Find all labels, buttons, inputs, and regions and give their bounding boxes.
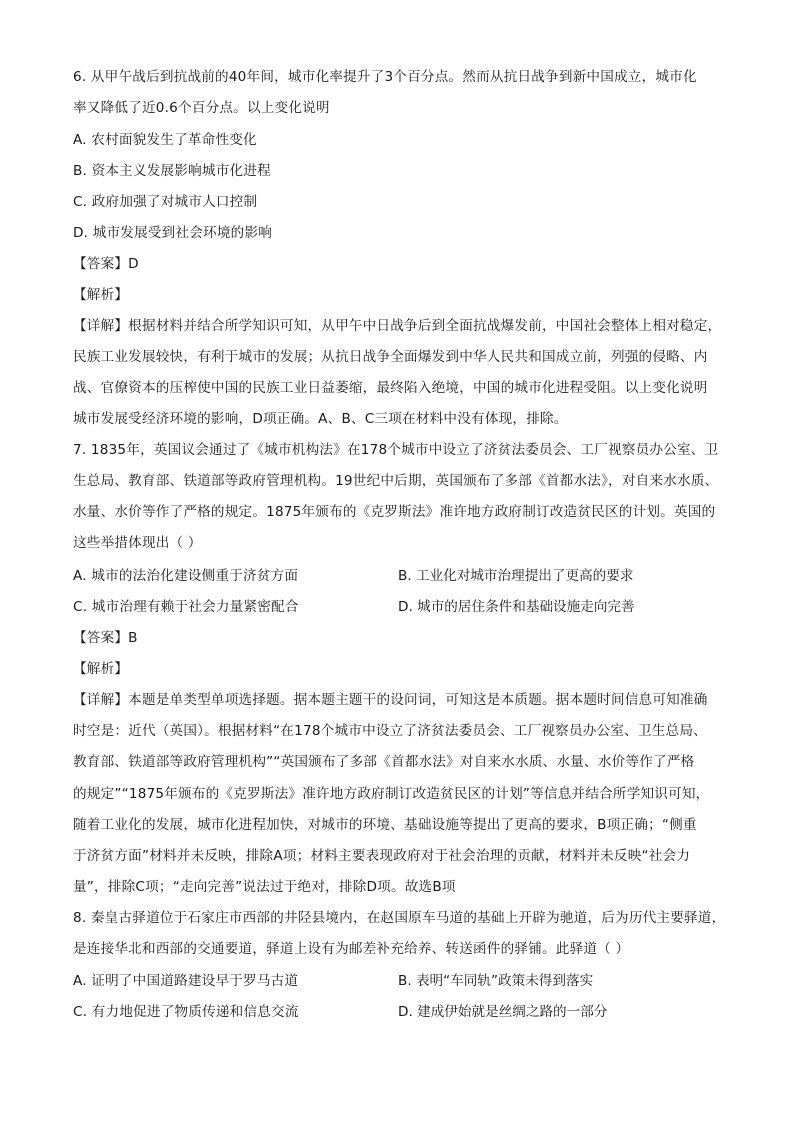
q7-analysis-label: 【解析】 xyxy=(73,661,129,677)
q6-explain-line-2: 民族工业发展较快，有利于城市的发展；从抗日战争全面爆发到中华人民共和国成立前，列强的侵略、内 xyxy=(73,349,708,365)
q8-stem-line-1: 8. 秦皇古驿道位于石家庄市西部的井陉县境内，在赵国原车马道的基础上开辟为驰道，后为历代主要驿道， xyxy=(73,910,726,926)
q7-explain-line-6: 于济贫方面”材料并未反映，排除A项；材料主要表现政府对于社会治理的贡献，材料并未反映“社会力 xyxy=(73,848,691,864)
q6-answer: 【答案】D xyxy=(73,256,139,272)
q7-option-b: B. 工业化对城市治理提出了更高的要求 xyxy=(398,568,634,584)
q6-option-d: D. 城市发展受到社会环境的影响 xyxy=(73,225,273,241)
q8-option-c: C. 有力地促进了物质传递和信息交流 xyxy=(73,1004,299,1020)
q7-stem-line-4: 这些举措体现出（ ） xyxy=(73,535,202,551)
q8-option-d: D. 建成伊始就是丝绸之路的一部分 xyxy=(398,1004,608,1020)
q8-option-a: A. 证明了中国道路建设早于罗马古道 xyxy=(73,973,299,989)
q8-option-b: B. 表明“车同轨”政策未得到落实 xyxy=(398,973,594,989)
q7-stem-line-3: 水量、水价等作了严格的规定。1875年颁布的《克罗斯法》准许地方政府制订改造贫民区的计划。英国的 xyxy=(73,504,716,520)
q7-explain-line-5: 随着工业化的发展，城市化进程加快，对城市的环境、基础设施等提出了更高的要求，B项正确；“侧重 xyxy=(73,817,697,833)
q7-option-d: D. 城市的居住条件和基础设施走向完善 xyxy=(398,599,635,615)
q7-explain-line-7: 量”，排除C项；“走向完善”说法过于绝对，排除D项。故选B项 xyxy=(73,879,456,895)
q7-answer: 【答案】B xyxy=(73,630,138,646)
q8-stem-line-2: 是连接华北和西部的交通要道，驿道上设有为邮差补充给养、转送函件的驿铺。此驿道（ ） xyxy=(73,941,630,957)
q6-stem-line-1: 6. 从甲午战后到抗战前的40年间，城市化率提升了3个百分点。然而从抗日战争到新中国成立，城市化 xyxy=(73,69,697,85)
q7-option-a: A. 城市的法治化建设侧重于济贫方面 xyxy=(73,568,299,584)
q7-explain-line-4: 的规定”“1875年颁布的《克罗斯法》准许地方政府制订改造贫民区的计划”等信息并结合所学知识可知， xyxy=(73,786,710,802)
q7-stem-line-2: 生总局、教育部、铁道部等政府管理机构。19世纪中后期，英国颁布了多部《首都水法》，对自来水水质、 xyxy=(73,473,719,489)
q7-explain-line-3: 教育部、铁道部等政府管理机构”“英国颁布了多部《首都水法》对自来水水质、水量、水价等作了严格 xyxy=(73,754,695,770)
q6-option-a: A. 农村面貌发生了革命性变化 xyxy=(73,132,257,148)
q7-explain-line-1: 【详解】本题是单类型单项选择题。据本题主题干的设问词，可知这是本质题。据本题时间信息可知准确 xyxy=(73,692,708,708)
q6-explain-line-1: 【详解】根据材料并结合所学知识可知，从甲午中日战争后到全面抗战爆发前，中国社会整体上相对稳定， xyxy=(73,318,722,334)
q6-explain-line-3: 战、官僚资本的压榨使中国的民族工业日益萎缩，最终陷入绝境，中国的城市化进程受阻。以上变化说明 xyxy=(73,380,708,396)
q6-option-c: C. 政府加强了对城市人口控制 xyxy=(73,194,258,210)
q6-analysis-label: 【解析】 xyxy=(73,287,129,303)
q6-stem-line-2: 率又降低了近0.6个百分点。以上变化说明 xyxy=(73,100,330,116)
q6-option-b: B. 资本主义发展影响城市化进程 xyxy=(73,163,271,179)
q7-explain-line-2: 时空是：近代（英国）。根据材料“在178个城市中设立了济贫法委员会、工厂视察员办公室、卫生总局、 xyxy=(73,723,707,739)
q6-explain-line-4: 城市发展受经济环境的影响，D项正确。A、B、C三项在材料中没有体现，排除。 xyxy=(73,411,568,427)
q7-stem-line-1: 7. 1835年，英国议会通过了《城市机构法》在178个城市中设立了济贫法委员会、工厂视察员办公室、卫 xyxy=(73,442,719,458)
q7-option-c: C. 城市治理有赖于社会力量紧密配合 xyxy=(73,599,299,615)
